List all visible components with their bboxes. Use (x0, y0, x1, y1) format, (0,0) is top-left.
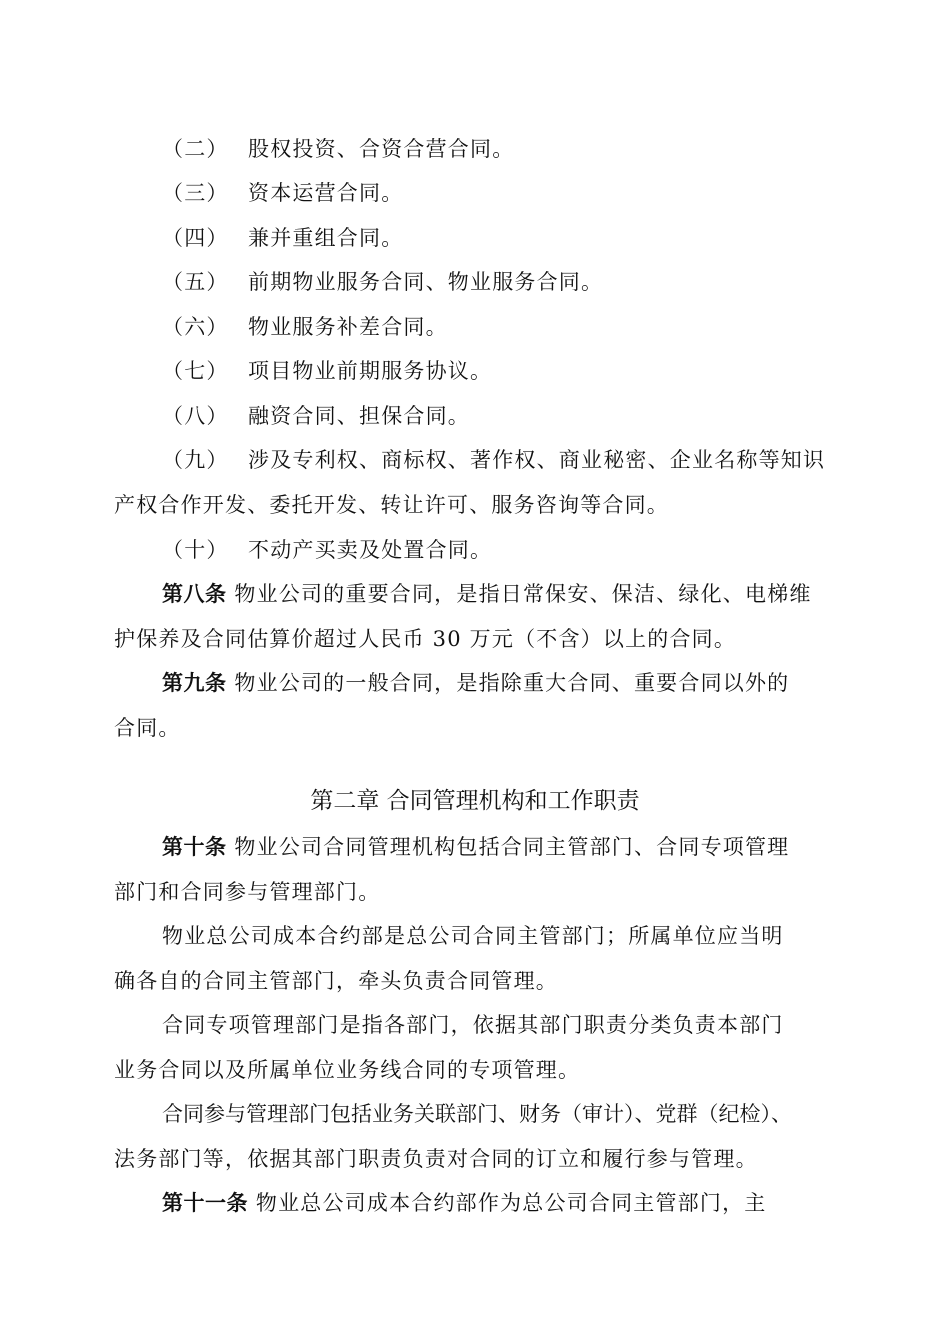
article-label: 第十一条 (162, 1191, 248, 1215)
item-text: 物业服务补差合同。 (248, 315, 448, 339)
item-text: 涉及专利权、商标权、著作权、商业秘密、企业名称等知识 (248, 448, 826, 472)
item-text: 兼并重组合同。 (248, 226, 404, 250)
item-text: 融资合同、担保合同。 (248, 404, 470, 428)
item-number: （十） (162, 538, 229, 562)
item-text: 前期物业服务合同、物业服务合同。 (248, 270, 604, 294)
item-number: （四） (162, 226, 229, 250)
paragraph-continuation: 业务合同以及所属单位业务线合同的专项管理。 (114, 1058, 581, 1082)
list-item (162, 178, 892, 208)
article-label: 第八条 (162, 582, 227, 606)
item-number: （六） (162, 315, 229, 339)
article-label: 第十条 (162, 835, 227, 859)
chapter-heading: 第二章 合同管理机构和工作职责 (310, 788, 640, 814)
item-text: 项目物业前期服务协议。 (248, 359, 493, 383)
article-text: 物业公司的重要合同，是指日常保安、保洁、绿化、电梯维 (226, 582, 812, 606)
item-number: （七） (162, 359, 229, 383)
article-8-continuation: 护保养及合同估算价超过人民币 30 万元（不含）以上的合同。 (114, 627, 737, 651)
list-item (162, 223, 892, 253)
article-10 (162, 832, 892, 862)
item-number: （九） (162, 448, 229, 472)
item-number: （八） (162, 404, 229, 428)
article-11 (162, 1188, 892, 1218)
item-number: （二） (162, 137, 229, 161)
paragraph-continuation: 确各自的合同主管部门，牵头负责合同管理。 (114, 969, 558, 993)
list-item-continuation: 产权合作开发、委托开发、转让许可、服务咨询等合同。 (114, 493, 669, 517)
item-number: （五） (162, 270, 229, 294)
list-item (162, 401, 892, 431)
list-item (162, 267, 892, 297)
paragraph: 合同参与管理部门包括业务关联部门、财务（审计）、党群（纪检）、 (162, 1102, 792, 1126)
paragraph-continuation: 法务部门等，依据其部门职责负责对合同的订立和履行参与管理。 (114, 1147, 758, 1171)
list-item (162, 535, 892, 565)
list-item (162, 445, 842, 475)
article-9-continuation: 合同。 (114, 716, 181, 740)
article-8 (162, 579, 892, 609)
paragraph: 物业总公司成本合约部是总公司合同主管部门；所属单位应当明 (162, 924, 784, 948)
list-item (162, 312, 892, 342)
item-text: 不动产买卖及处置合同。 (248, 538, 493, 562)
list-item (162, 356, 892, 386)
article-10-continuation: 部门和合同参与管理部门。 (114, 880, 381, 904)
item-number: （三） (162, 181, 229, 205)
article-text: 物业公司合同管理机构包括合同主管部门、合同专项管理 (226, 835, 790, 859)
article-label: 第九条 (162, 671, 227, 695)
article-text: 物业总公司成本合约部作为总公司合同主管部门，主 (248, 1191, 767, 1215)
item-text: 资本运营合同。 (248, 181, 404, 205)
list-item (162, 134, 892, 164)
paragraph: 合同专项管理部门是指各部门，依据其部门职责分类负责本部门 (162, 1013, 784, 1037)
item-text: 股权投资、合资合营合同。 (248, 137, 515, 161)
article-9 (162, 668, 892, 698)
article-text: 物业公司的一般合同，是指除重大合同、重要合同以外的 (226, 671, 790, 695)
